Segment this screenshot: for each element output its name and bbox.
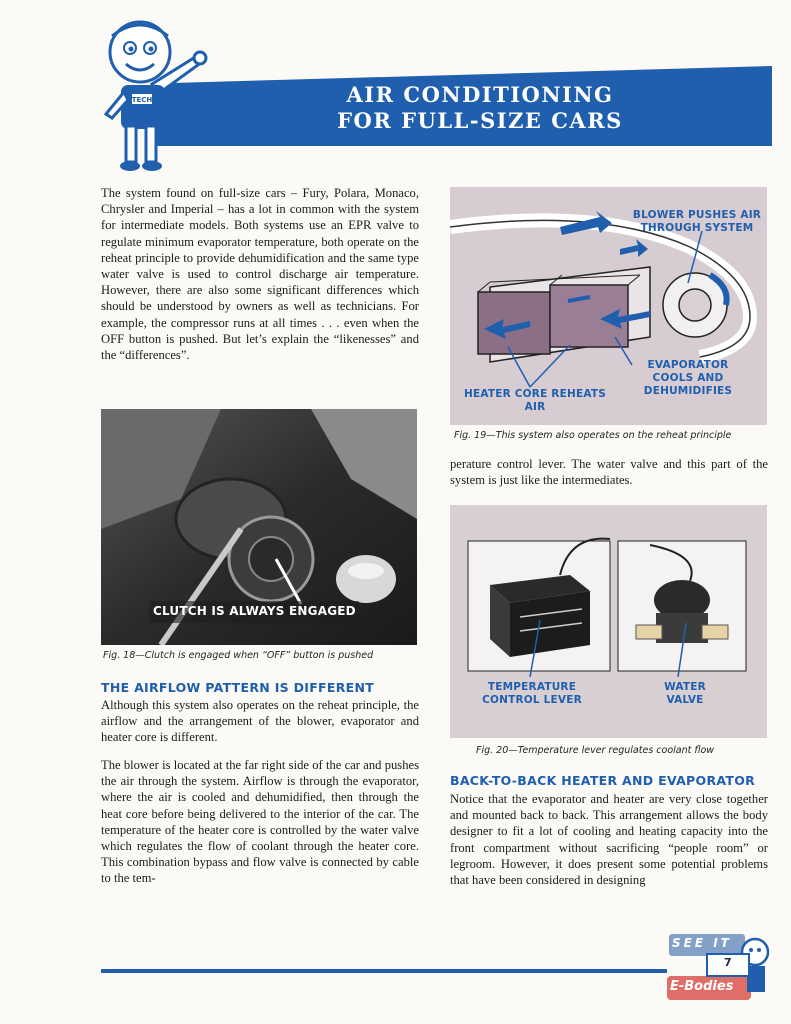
page-title-line-2: FOR FULL-SIZE CARS bbox=[337, 108, 623, 133]
mascot-badge-text: TECH bbox=[131, 96, 153, 104]
figure-18-caption: Fig. 18—Clutch is engaged when “OFF” button is pushed bbox=[103, 650, 374, 661]
page-title bbox=[270, 82, 690, 134]
mascot-illustration bbox=[92, 14, 212, 174]
back-to-back-paragraph: Notice that the evaporator and heater are very close together and mounted back to back. This arrangement allows the body designer to fit a lot of cooling and heating capacity into the front compartment without sacrificing “people room” or legroom. However, it does present some potential problems that have been considered in designing bbox=[450, 792, 768, 888]
airflow-heading: THE AIRFLOW PATTERN IS DIFFERENT bbox=[101, 680, 375, 695]
continuation-paragraph: perature control lever. The water valve and this part of the system is just like the intermediates. bbox=[450, 457, 768, 488]
clutch-label: CLUTCH IS ALWAYS ENGAGED bbox=[153, 604, 356, 618]
water-valve-callout: WATER VALVE bbox=[664, 681, 706, 706]
logo-bottom-text: E-Bodies bbox=[670, 979, 734, 994]
page-title-line-1: AIR CONDITIONING bbox=[346, 82, 614, 107]
airflow-paragraph-1: Although this system also operates on the reheat principle, the airflow and the arrangement of the blower, evaporator and heater core is different. bbox=[101, 698, 419, 745]
evaporator-callout: EVAPORATOR COOLS AND DEHUMIDIFIES bbox=[643, 359, 733, 397]
figure-20-caption: Fig. 20—Temperature lever regulates coolant flow bbox=[476, 745, 715, 756]
airflow-paragraph-2: The blower is located at the far right side of the car and pushes the air through the system. Airflow is through the evaporator, where the air is cooled and dehumidified, then through the heat core before being delivered to the interior of the car. The temperature of the heater core is controlled by the water valve which regulates the flow of coolant through the heater core. This combination bypass and flow valve is connected by cable to the tem- bbox=[101, 758, 419, 886]
intro-paragraph: The system found on full-size cars – Fury, Polara, Monaco, Chrysler and Imperial – has a lot in common with the system for intermediate models. Both systems use an EPR valve to regulate minimum evaporator temperature, both operate on the reheat principle to provide dehumidification and the same type water valve is used to control discharge air temperature. However, there are also some significant differences which should be understood by owners as well as technicians. For example, the compressor runs at all times . . . even when the OFF button is pushed. But let’s explain the “likenesses” and the “differences”. bbox=[101, 186, 419, 363]
figure-19-diagram bbox=[450, 187, 767, 425]
page-number: 7 bbox=[724, 956, 732, 969]
temperature-lever-callout: TEMPERATURE CONTROL LEVER bbox=[482, 681, 582, 706]
heater-core-callout: HEATER CORE REHEATS AIR bbox=[464, 388, 606, 413]
back-to-back-heading: BACK-TO-BACK HEATER AND EVAPORATOR bbox=[450, 773, 756, 788]
footer-rule bbox=[101, 969, 667, 973]
blower-callout: BLOWER PUSHES AIR THROUGH SYSTEM bbox=[632, 209, 762, 234]
figure-19-caption: Fig. 19—This system also operates on the reheat principle bbox=[454, 430, 732, 441]
figure-20-photos bbox=[450, 505, 767, 738]
figure-18-photo bbox=[101, 409, 417, 645]
logo-top-text: SEE IT bbox=[672, 936, 732, 950]
